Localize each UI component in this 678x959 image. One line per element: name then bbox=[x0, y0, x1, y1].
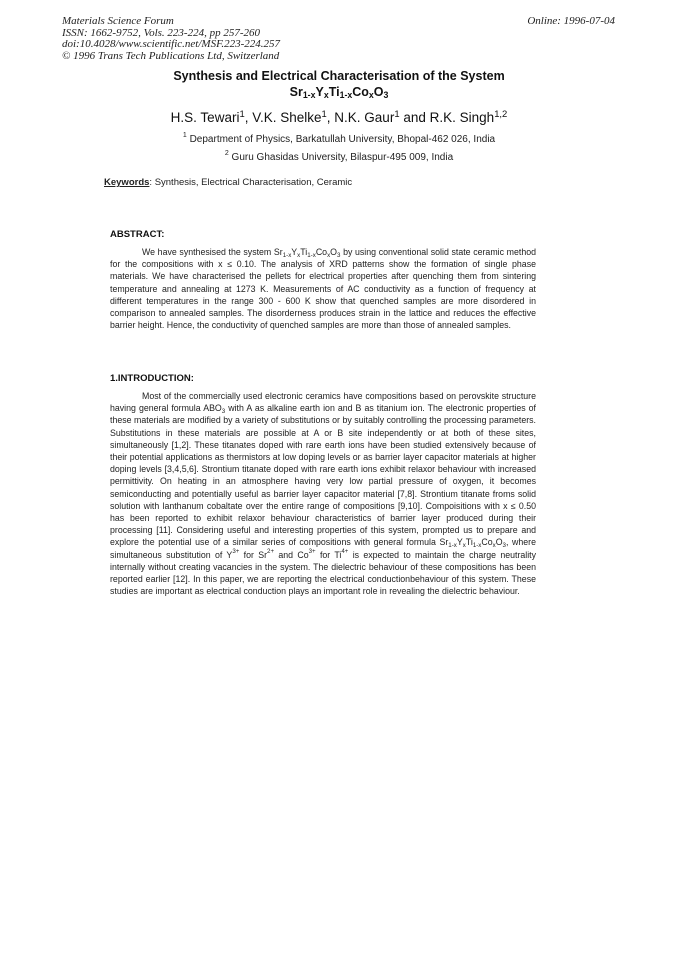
affiliation-2: $^2$ Guru Ghasidas University, Bilaspur-495 009, India bbox=[224, 150, 454, 163]
author-list: H.S. Tewari$^1$, V.K. Shelke$^1$, N.K. Gaur$^1$ and R.K. Singh$^{1,2}$ bbox=[170, 109, 508, 125]
journal-issn: ISSN: 1662-9752, Vols. 223-224, pp 257-260 bbox=[62, 26, 260, 39]
journal-doi[interactable]: doi:10.4028/www.scientific.net/MSF.223-224.257 bbox=[62, 38, 281, 50]
author-2: V.K. Shelke bbox=[252, 110, 322, 125]
abstract-heading: ABSTRACT: bbox=[110, 229, 165, 240]
author-3: N.K. Gaur bbox=[334, 110, 395, 125]
journal-meta bbox=[62, 16, 280, 62]
introduction-heading: 1.INTRODUCTION: bbox=[110, 373, 194, 384]
keywords-label: Keywords bbox=[104, 177, 150, 188]
author-1: H.S. Tewari bbox=[170, 110, 240, 125]
keywords: Keywords: Synthesis, Electrical Characterisation, Ceramic bbox=[104, 177, 353, 188]
journal-name: Materials Science Forum bbox=[62, 15, 174, 27]
introduction-body: Most of the commercially used electronic ceramics have compositions based on perovskite structure having general formula $ABO_3$ with A as alkaline earth ion and B as titanium ion. The electronic properties of these materials are modified by a variety of substitutions or by suitably controlling the processing parameters. Substitutions in these materials are possible at A or B site independently or at both of these sites, simultaneously [1,2]. These titanates doped with rare earth ions have been studied extensively because of their potential applications as thermistors at low doping levels or as barrier layer capacitor materials at higher doping levels [3,4,5,6]. Strontium titanate doped with rare earth ions exhibit relaxor behaviour with increased permittivity. On heating in an atmosphere having very low partial pressure of oxygen, it becomes semiconducting and potentially useful as barrier layer capacitor material [7,8]. Strontium titanate froms solid solution with lanthanum cobaltate over the entire range of compositions [9,10]. Compoisitions with x ≤ 0.50 has been reported to exhibit relaxor behaviour characteristics of barrier layer produced during their processing [11]. Considering useful and interesting properties of this system, prompted us to prepare and explore the potential use of a similar series of compositions with general formula $Sr_{1-x}Y_xTi_{1-x}Co_xO_3$, where simultaneous substitution of $Y^{3+}$ for $Sr^{2+}$ and $Co^{3+}$ for $Ti^{4+}$ is expected to maintain the charge neutrality internally without creating vacancies in the system. The dielectric behaviour of these compositions has been reported earlier [12]. In this paper, we are reporting the electrical conductionbehaviour of this system. These studies are important as electrical conduction plays an important role in revealing the dielectric behaviour. bbox=[110, 391, 537, 597]
paper-title: Synthesis and Electrical Characterisation of the System bbox=[173, 69, 505, 83]
author-4: R.K. Singh bbox=[429, 110, 495, 125]
paper-title-formula: $Sr_{1-x}Y_xTi_{1-x}Co_xO_3$ bbox=[289, 85, 389, 100]
journal-copyright: © 1996 Trans Tech Publications Ltd, Switzerland bbox=[62, 49, 280, 62]
abstract-body: We have synthesised the system $Sr_{1-x}Y_xTi_{1-x}Co_xO_3$ by using conventional solid state ceramic method for the compositions with x ≤ 0.10. The analysis of XRD patterns show the formation of single phase materials. We have characterised the pellets for electrical properties after quenching them from sintering temperature and annealing at 1273 K. Measurements of AC conductivity as a function of frequency at different temperatures in the range 300 - 600 K show that quenched samples are more disordered in comparison to annealed samples. The disorderness produces strain in the lattice and reduces the effective barrier height. Hence, the conductivity of quenched samples are more than those of annealed samples. bbox=[110, 247, 536, 331]
affiliation-1: $^1$ Department of Physics, Barkatullah University, Bhopal-462 026, India bbox=[182, 132, 496, 145]
keywords-text: Synthesis, Electrical Characterisation, Ceramic bbox=[154, 177, 353, 188]
online-date: Online: 1996-07-04 bbox=[527, 15, 615, 27]
